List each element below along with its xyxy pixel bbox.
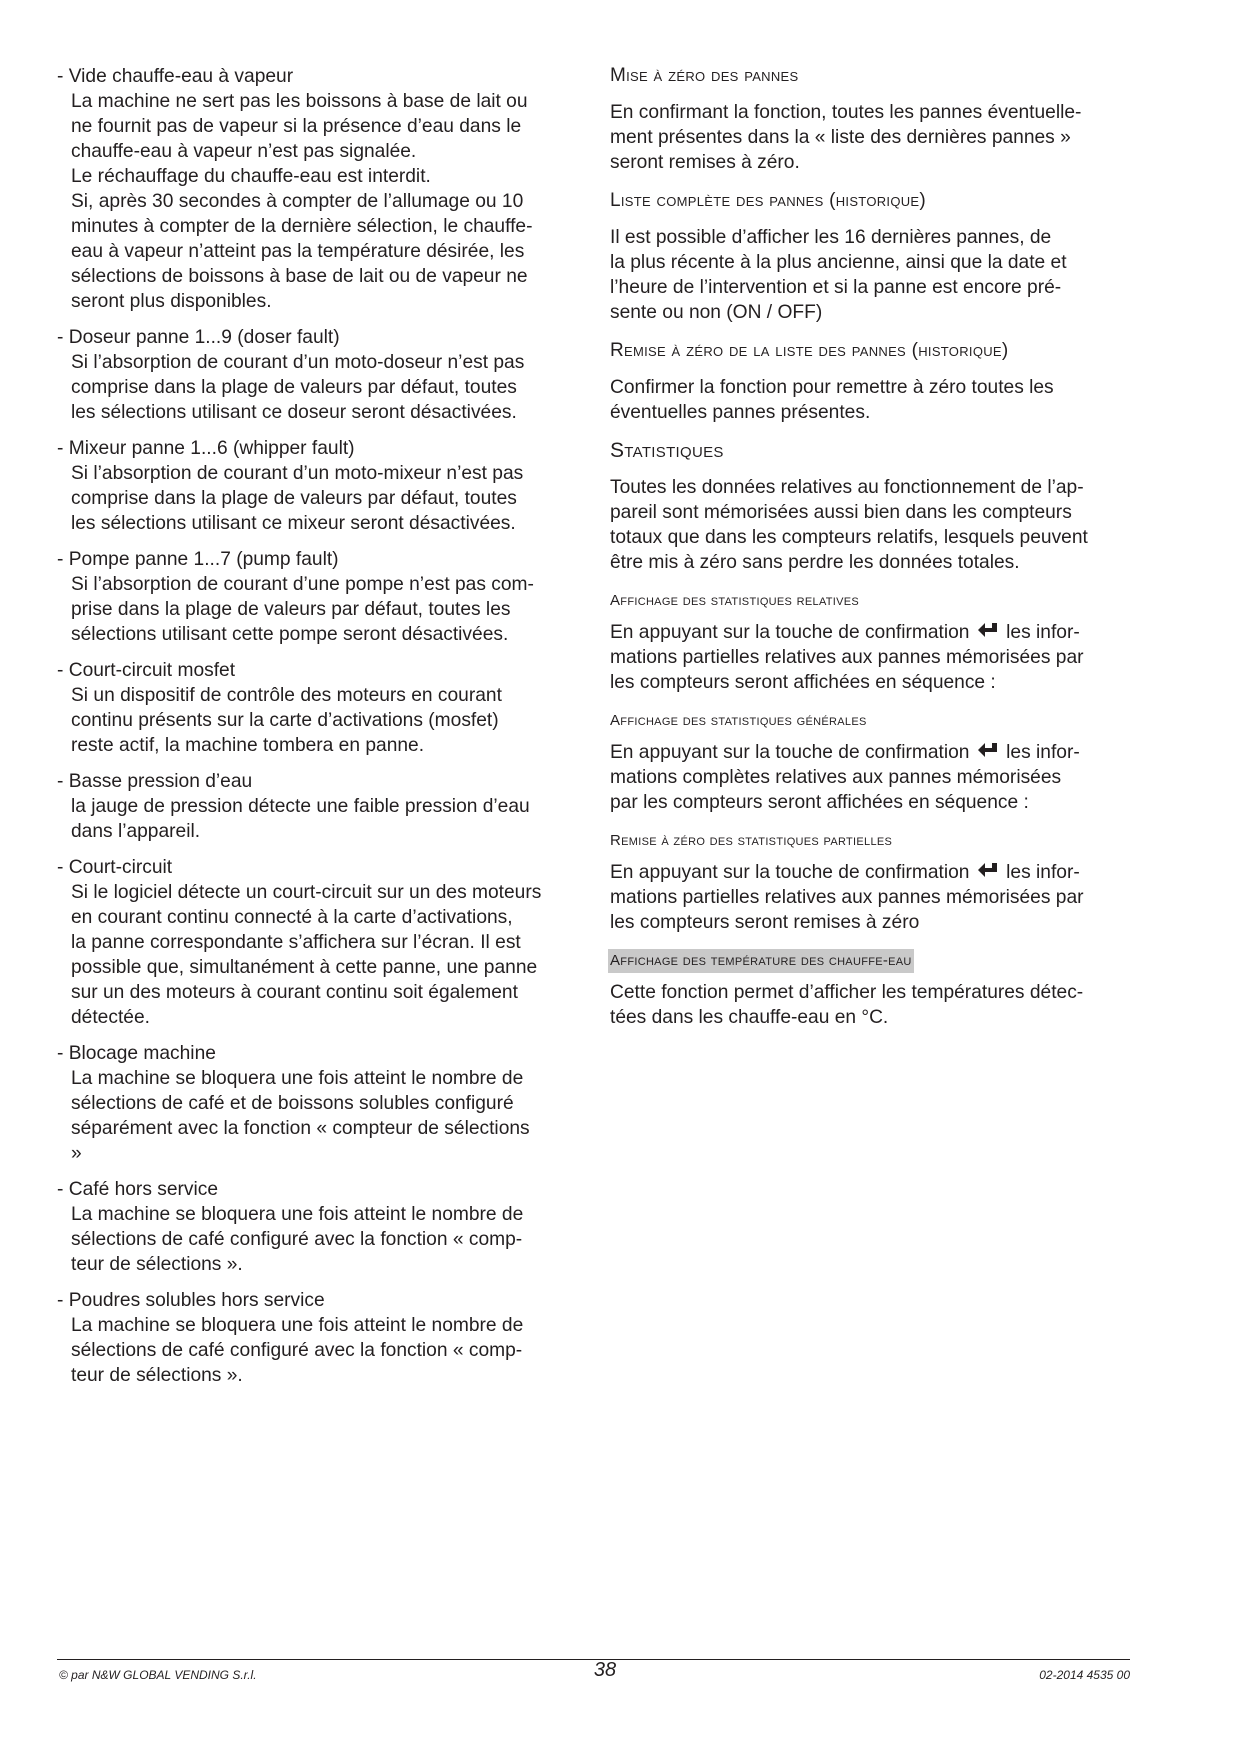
fault-description	[57, 572, 582, 647]
text-line: la plus récente à la plus ancienne, ainsi que la date et	[610, 252, 1067, 273]
text-line: Si l’absorption de courant d’un moto-doseur n’est pas	[71, 352, 525, 373]
fault-title: - Court-circuit	[57, 857, 173, 878]
text-line: prise dans la plage de valeurs par défaut, toutes les	[71, 599, 511, 620]
text-line: seront plus disponibles.	[71, 291, 272, 312]
enter-key-icon	[977, 862, 999, 880]
text-line: reste actif, la machine tombera en panne.	[71, 735, 425, 756]
fault-description	[57, 1066, 582, 1166]
fault-title: - Blocage machine	[57, 1043, 216, 1064]
fault-title: - Café hors service	[57, 1179, 219, 1200]
text-line: en courant continu connecté à la carte d’activations,	[71, 907, 513, 928]
fault-item	[57, 64, 582, 314]
text-line	[610, 620, 1130, 645]
fault-item	[57, 1041, 582, 1166]
fault-title: - Mixeur panne 1...6 (whipper fault)	[57, 438, 355, 459]
text-line: sur un des moteurs à courant continu soit également	[71, 982, 518, 1003]
text-line: mations partielles relatives aux pannes mémorisées par	[610, 647, 1084, 668]
text-line: les compteurs seront affichées en séquence :	[610, 672, 996, 693]
text-line: mations partielles relatives aux pannes mémorisées par	[610, 887, 1084, 908]
fault-item	[57, 1288, 582, 1388]
text-line: être mis à zéro sans perdre les données totales.	[610, 552, 1020, 573]
text-line: mations complètes relatives aux pannes mémorisées	[610, 767, 1062, 788]
fault-description	[57, 794, 582, 844]
right-column	[610, 64, 1130, 1044]
fault-item	[57, 769, 582, 844]
text-fragment: les infor-	[1006, 862, 1080, 883]
page-number: 38	[593, 1659, 617, 1681]
text-line: les sélections utilisant ce doseur seront désactivées.	[71, 402, 517, 423]
text-line: dans l’appareil.	[71, 821, 201, 842]
text-line: ment présentes dans la « liste des dernières pannes »	[610, 127, 1071, 148]
text-line: En confirmant la fonction, toutes les pannes éventuelle-	[610, 102, 1082, 123]
fault-title: - Poudres solubles hors service	[57, 1290, 325, 1311]
footer-doc-code: 02-2014 4535 00	[1039, 1668, 1130, 1682]
text-line: La machine se bloquera une fois atteint le nombre de	[71, 1315, 524, 1336]
text-line: les compteurs seront remises à zéro	[610, 912, 920, 933]
text-fragment: En appuyant sur la touche de confirmation	[610, 862, 970, 883]
text-line: les sélections utilisant ce mixeur seront désactivées.	[71, 513, 516, 534]
section	[610, 829, 1130, 935]
fault-item	[57, 855, 582, 1030]
text-line: Confirmer la fonction pour remettre à zéro toutes les	[610, 377, 1054, 398]
section-body	[610, 475, 1130, 575]
text-line: »	[71, 1143, 82, 1164]
text-line: Toutes les données relatives au fonctionnement de l’ap-	[610, 477, 1084, 498]
text-line: sélections de café configuré avec la fonction « comp-	[71, 1340, 523, 1361]
text-line: Si l’absorption de courant d’un moto-mixeur n’est pas	[71, 463, 524, 484]
fault-description	[57, 89, 582, 314]
fault-description	[57, 683, 582, 758]
text-line: teur de sélections ».	[71, 1254, 243, 1275]
text-line: minutes à compter de la dernière sélection, le chauffe-	[71, 216, 533, 237]
fault-description	[57, 350, 582, 425]
fault-title: - Vide chauffe-eau à vapeur	[57, 66, 294, 87]
section-body	[610, 225, 1130, 325]
highlighted-subsection-title: Affichage des température des chauffe-eau	[608, 949, 914, 973]
section-body	[610, 740, 1130, 815]
text-line: pareil sont mémorisées aussi bien dans les compteurs	[610, 502, 1072, 523]
subsection-title: Affichage des statistiques générales	[610, 712, 867, 729]
text-line: Le réchauffage du chauffe-eau est interdit.	[71, 166, 431, 187]
section-body	[610, 980, 1130, 1030]
section	[610, 339, 1130, 425]
text-line: continu présents sur la carte d’activations (mosfet)	[71, 710, 499, 731]
fault-item	[57, 547, 582, 647]
section-title: Liste complète des pannes (historique)	[610, 190, 927, 211]
text-line: totaux que dans les compteurs relatifs, lesquels peuvent	[610, 527, 1088, 548]
text-fragment: En appuyant sur la touche de confirmation	[610, 742, 970, 763]
text-line: possible que, simultanément à cette panne, une panne	[71, 957, 538, 978]
fault-item	[57, 325, 582, 425]
fault-title: - Basse pression d’eau	[57, 771, 253, 792]
subsection-title: Affichage des statistiques relatives	[610, 592, 860, 609]
text-line: Si l’absorption de courant d’une pompe n’est pas com-	[71, 574, 534, 595]
text-line: chauffe-eau à vapeur n’est pas signalée.	[71, 141, 417, 162]
text-line: seront remises à zéro.	[610, 152, 800, 173]
text-line: ne fournit pas de vapeur si la présence d’eau dans le	[71, 116, 522, 137]
text-line: sélections de boissons à base de lait ou de vapeur ne	[71, 266, 528, 287]
fault-item	[57, 436, 582, 536]
section-body	[610, 860, 1130, 935]
text-line: teur de sélections ».	[71, 1365, 243, 1386]
subsection-title: Remise à zéro des statistiques partielles	[610, 832, 893, 849]
fault-title: - Pompe panne 1...7 (pump fault)	[57, 549, 339, 570]
left-column	[57, 64, 582, 1399]
text-line: comprise dans la plage de valeurs par défaut, toutes	[71, 377, 517, 398]
section	[610, 439, 1130, 575]
text-line: comprise dans la plage de valeurs par défaut, toutes	[71, 488, 517, 509]
text-fragment: les infor-	[1006, 622, 1080, 643]
text-line: Cette fonction permet d’afficher les températures détec-	[610, 982, 1084, 1003]
fault-title: - Court-circuit mosfet	[57, 660, 236, 681]
text-line: sélections de café et de boissons solubles configuré	[71, 1093, 514, 1114]
text-line: la panne correspondante s’affichera sur l’écran. Il est	[71, 932, 521, 953]
text-line: Si le logiciel détecte un court-circuit sur un des moteurs	[71, 882, 542, 903]
text-line	[610, 860, 1130, 885]
text-line: séparément avec la fonction « compteur de sélections	[71, 1118, 530, 1139]
section-heading: Statistiques	[610, 439, 724, 462]
fault-description	[57, 1202, 582, 1277]
section-body	[610, 620, 1130, 695]
enter-key-icon	[977, 742, 999, 760]
text-line: Si, après 30 secondes à compter de l’allumage ou 10	[71, 191, 524, 212]
section-title: Mise à zéro des pannes	[610, 65, 799, 86]
fault-description	[57, 880, 582, 1030]
section	[610, 189, 1130, 325]
text-line: La machine se bloquera une fois atteint le nombre de	[71, 1068, 524, 1089]
text-fragment: les infor-	[1006, 742, 1080, 763]
section	[610, 589, 1130, 695]
text-line: tées dans les chauffe-eau en °C.	[610, 1007, 889, 1028]
text-fragment: En appuyant sur la touche de confirmation	[610, 622, 970, 643]
text-line: Il est possible d’afficher les 16 dernières pannes, de	[610, 227, 1052, 248]
fault-item	[57, 1177, 582, 1277]
text-line: la jauge de pression détecte une faible pression d’eau	[71, 796, 530, 817]
fault-item	[57, 658, 582, 758]
text-line: sélections utilisant cette pompe seront désactivées.	[71, 624, 509, 645]
text-line: eau à vapeur n’atteint pas la température désirée, les	[71, 241, 525, 262]
fault-description	[57, 461, 582, 536]
section-body	[610, 375, 1130, 425]
text-line: La machine ne sert pas les boissons à base de lait ou	[71, 91, 528, 112]
enter-key-icon	[977, 622, 999, 640]
section	[610, 949, 1130, 1030]
section	[610, 64, 1130, 175]
text-line: éventuelles pannes présentes.	[610, 402, 871, 423]
section	[610, 709, 1130, 815]
footer-copyright: © par N&W GLOBAL VENDING S.r.l.	[59, 1668, 257, 1682]
text-line: sélections de café configuré avec la fonction « comp-	[71, 1229, 523, 1250]
text-line: par les compteurs seront affichées en séquence :	[610, 792, 1029, 813]
fault-title: - Doseur panne 1...9 (doser fault)	[57, 327, 340, 348]
text-line: détectée.	[71, 1007, 150, 1028]
fault-description	[57, 1313, 582, 1388]
text-line	[610, 740, 1130, 765]
text-line: l’heure de l’intervention et si la panne est encore pré-	[610, 277, 1062, 298]
text-line: La machine se bloquera une fois atteint le nombre de	[71, 1204, 524, 1225]
text-line: Si un dispositif de contrôle des moteurs en courant	[71, 685, 502, 706]
text-line: sente ou non (ON / OFF)	[610, 302, 823, 323]
section-body	[610, 100, 1130, 175]
section-title: Remise à zéro de la liste des pannes (historique)	[610, 340, 1009, 361]
